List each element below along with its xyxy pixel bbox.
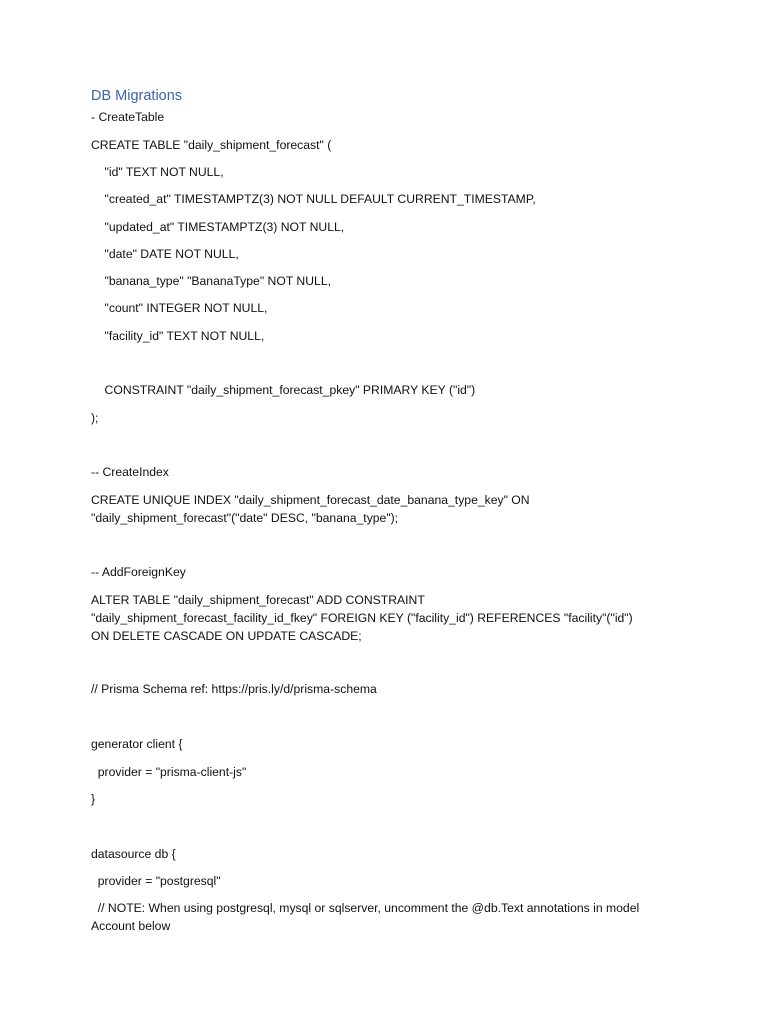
text-line: CREATE TABLE "daily_shipment_forecast" ( (91, 138, 332, 152)
text-line: "daily_shipment_forecast_facility_id_fkey" FOREIGN KEY ("facility_id") REFERENCES "facility"("id") (91, 611, 633, 625)
text-line: "count" INTEGER NOT NULL, (91, 301, 268, 315)
text-line: -- AddForeignKey (91, 565, 186, 579)
text-line: provider = "postgresql" (91, 874, 221, 888)
text-line: -- CreateIndex (91, 465, 169, 479)
text-line: provider = "prisma-client-js" (91, 765, 247, 779)
text-line: ALTER TABLE "daily_shipment_forecast" ADD CONSTRAINT (91, 593, 425, 607)
text-line: CONSTRAINT "daily_shipment_forecast_pkey" PRIMARY KEY ("id") (91, 383, 476, 397)
text-line: // Prisma Schema ref: https://pris.ly/d/prisma-schema (91, 682, 377, 696)
text-line: ); (91, 411, 99, 425)
text-line: datasource db { (91, 847, 176, 861)
text-line: "date" DATE NOT NULL, (91, 247, 239, 261)
text-line: "daily_shipment_forecast"("date" DESC, "banana_type"); (91, 511, 399, 525)
text-line: "facility_id" TEXT NOT NULL, (91, 329, 265, 343)
text-line: - CreateTable (91, 110, 165, 124)
document-heading: DB Migrations (91, 88, 183, 104)
text-line: // NOTE: When using postgresql, mysql or sqlserver, uncomment the @db.Text annotations in model (91, 901, 640, 915)
text-line: "created_at" TIMESTAMPTZ(3) NOT NULL DEFAULT CURRENT_TIMESTAMP, (91, 192, 536, 206)
text-line: } (91, 792, 96, 806)
text-line: generator client { (91, 737, 183, 751)
text-line: ON DELETE CASCADE ON UPDATE CASCADE; (91, 629, 362, 643)
text-line: CREATE UNIQUE INDEX "daily_shipment_forecast_date_banana_type_key" ON (91, 493, 530, 507)
text-line: "updated_at" TIMESTAMPTZ(3) NOT NULL, (91, 220, 345, 234)
text-line: Account below (91, 919, 171, 933)
text-line: "banana_type" "BananaType" NOT NULL, (91, 274, 331, 288)
text-line: "id" TEXT NOT NULL, (91, 165, 224, 179)
